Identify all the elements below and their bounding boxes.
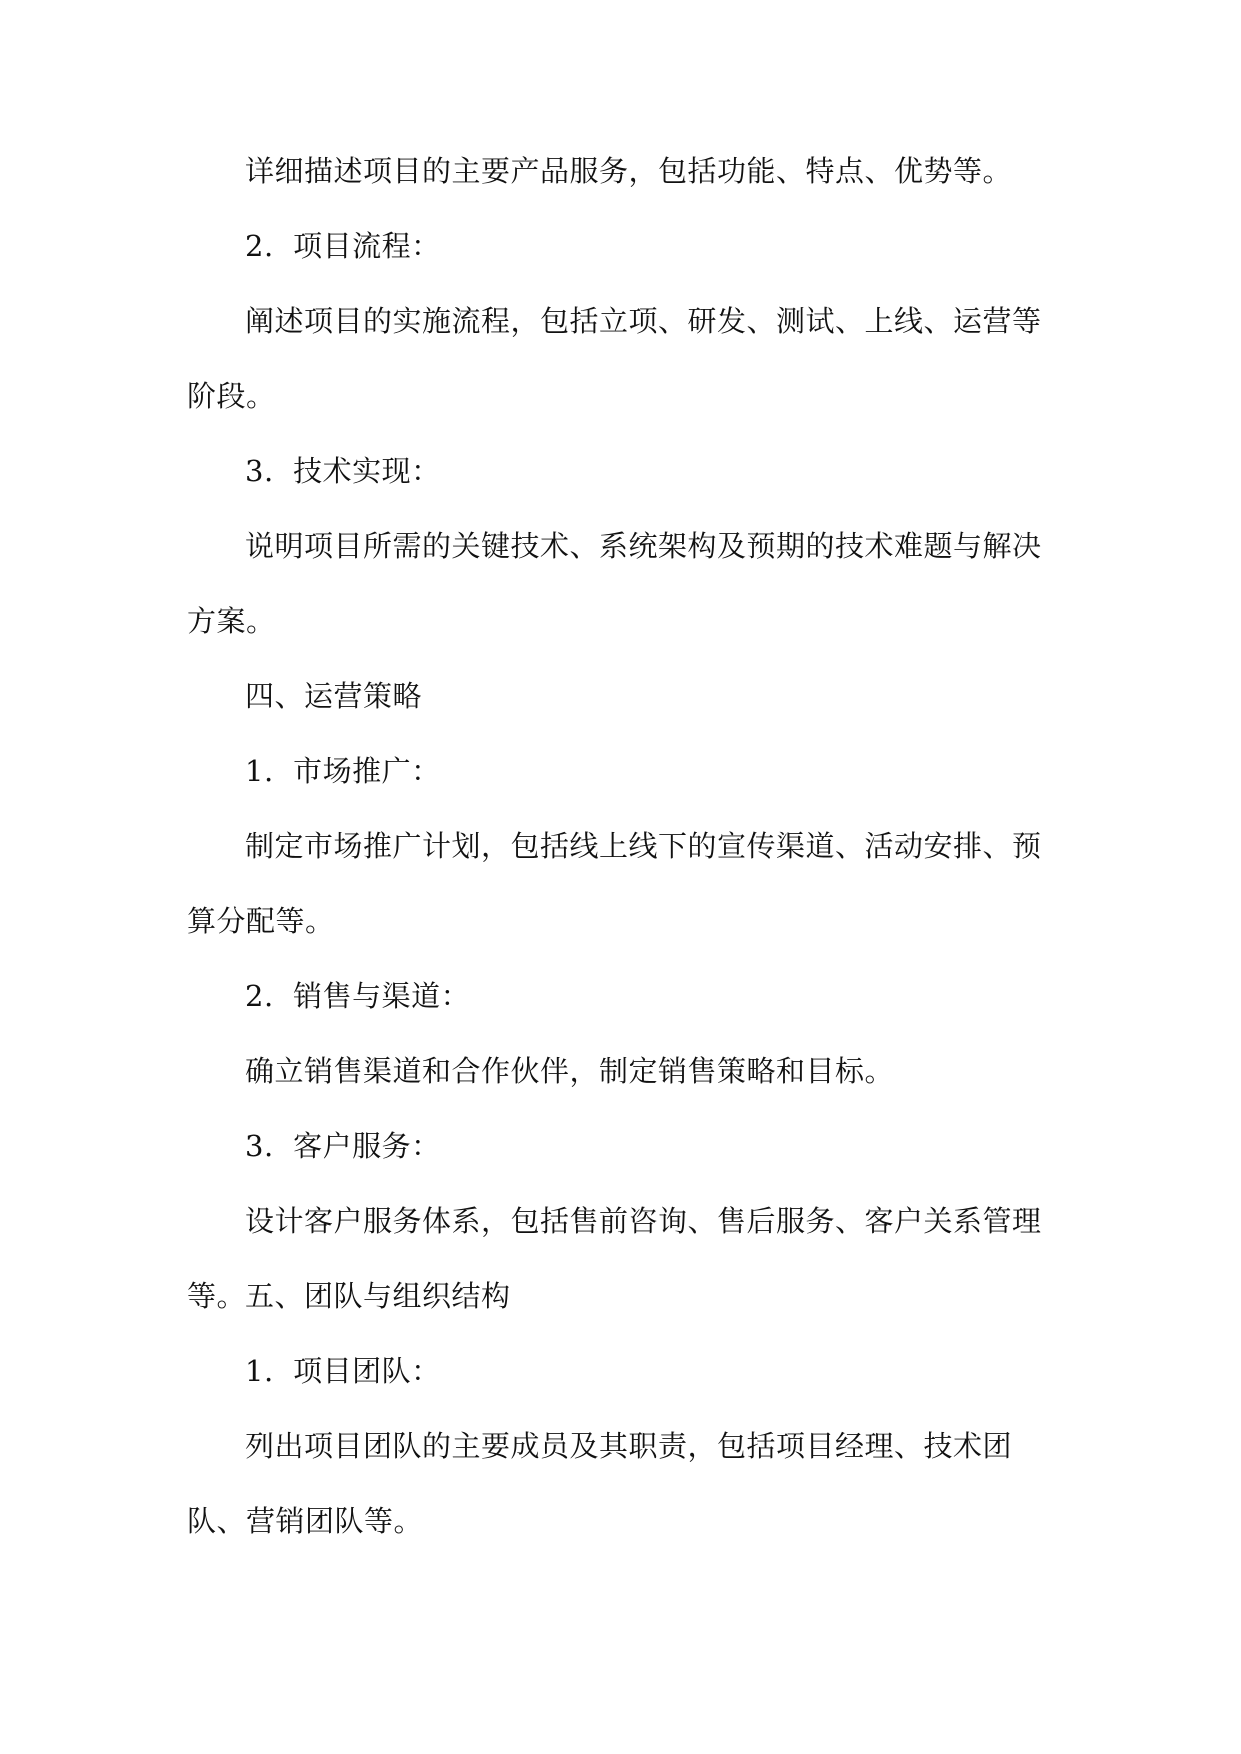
paragraph-project-process: 阐述项目的实施流程，包括立项、研发、测试、上线、运营等阶段。 (187, 304, 1042, 413)
subheading-project-team: 1. 项目团队： (245, 1354, 441, 1388)
paragraph-project-team: 列出项目团队的主要成员及其职责，包括项目经理、技术团队、营销团队等。 (187, 1429, 1013, 1538)
paragraph-product-description: 详细描述项目的主要产品服务，包括功能、特点、优势等。 (245, 154, 1013, 188)
paragraph-customer-service: 设计客户服务体系，包括售前咨询、售后服务、客户关系管理等。 (187, 1204, 1042, 1313)
section-heading-operations: 四、运营策略 (245, 679, 423, 713)
subheading-technical-implementation: 3. 技术实现： (245, 454, 441, 488)
paragraph-marketing: 制定市场推广计划，包括线上线下的宣传渠道、活动安排、预算分配等。 (187, 829, 1042, 938)
subheading-customer-service: 3. 客户服务： (245, 1129, 441, 1163)
section-heading-team-structure: 五、团队与组织结构 (245, 1279, 511, 1313)
paragraph-technical-implementation: 说明项目所需的关键技术、系统架构及预期的技术难题与解决方案。 (187, 529, 1042, 638)
paragraph-sales-channels: 确立销售渠道和合作伙伴，制定销售策略和目标。 (245, 1054, 895, 1088)
subheading-marketing: 1. 市场推广： (245, 754, 441, 788)
subheading-project-process: 2. 项目流程： (245, 229, 441, 263)
subheading-sales-channels: 2. 销售与渠道： (245, 979, 471, 1013)
